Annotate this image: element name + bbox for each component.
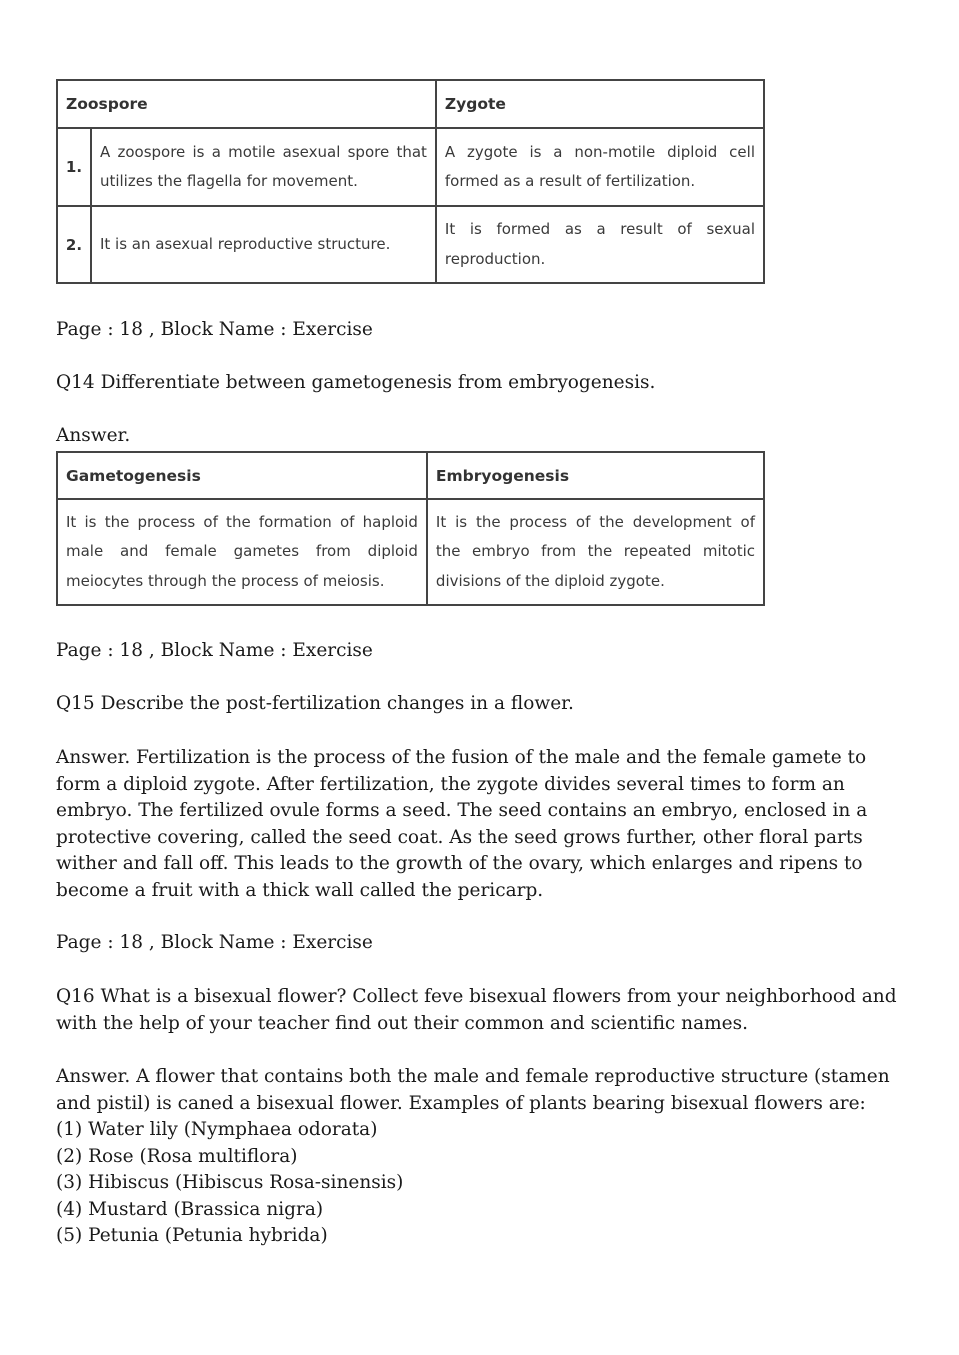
- list-item: (5) Petunia (Petunia hybrida): [56, 1225, 328, 1246]
- table-header-zoospore: Zoospore: [57, 80, 436, 128]
- row-number: 2.: [57, 206, 91, 283]
- table-row: [57, 499, 764, 605]
- answer-q15: Answer. Fertilization is the process of the fusion of the male and the female gamete to form a diploid zygote. After fertilization, the zygote divides several times to form an embryo. The fertilized ovule forms a seed. The seed contains an embryo, enclosed in a protective covering, called the seed coat. As the seed grows further, other floral parts wither and fall off. This leads to the growth of the ovary, which enlarges and ripens to become a fruit with a thick wall called the pericarp.: [56, 747, 868, 901]
- page-reference: Page : 18 , Block Name : Exercise: [56, 640, 373, 661]
- page-reference: Page : 18 , Block Name : Exercise: [56, 932, 373, 953]
- list-item: (4) Mustard (Brassica nigra): [56, 1198, 324, 1220]
- table-row: [57, 206, 764, 283]
- page-reference: Page : 18 , Block Name : Exercise: [56, 319, 373, 340]
- table-cell: A zoospore is a motile asexual spore that utilizes the flagella for movement.: [91, 128, 436, 206]
- table-cell: It is the process of the development of the embryo from the repeated mitotic divisions of the diploid zygote.: [427, 499, 764, 605]
- list-item: (3) Hibiscus (Hibiscus Rosa-sinensis): [56, 1172, 404, 1193]
- table-header-embryogenesis: Embryogenesis: [427, 452, 764, 499]
- table-header-row: [57, 452, 764, 499]
- gametogenesis-embryogenesis-table: [56, 451, 765, 606]
- answer-q16: [56, 1064, 906, 1250]
- row-number: 1.: [57, 128, 91, 206]
- zoospore-zygote-table: [56, 79, 765, 284]
- table-cell: It is the process of the formation of haploid male and female gametes from diploid meiocytes through the process of meiosis.: [57, 499, 427, 605]
- list-item: (2) Rose (Rosa multiflora): [56, 1145, 298, 1167]
- table-header-gametogenesis: Gametogenesis: [57, 452, 427, 499]
- table-cell: It is an asexual reproductive structure.: [91, 206, 436, 283]
- table-header-row: [57, 80, 764, 128]
- question-q16: Q16 What is a bisexual flower? Collect feve bisexual flowers from your neighborhood and with the help of your teacher find out their common and scientific names.: [56, 986, 897, 1034]
- answer-intro: Answer. A flower that contains both the male and female reproductive structure (stamen and pistil) is caned a bisexual flower. Examples of plants bearing bisexual flowers are:: [56, 1066, 890, 1114]
- question-q14: Q14 Differentiate between gametogenesis from embryogenesis.: [56, 372, 656, 393]
- answer-label: Answer.: [56, 425, 131, 446]
- table-cell: A zygote is a non-motile diploid cell formed as a result of fertilization.: [436, 128, 764, 206]
- question-q15: Q15 Describe the post-fertilization changes in a flower.: [56, 693, 574, 714]
- table-row: [57, 128, 764, 206]
- table-header-zygote: Zygote: [436, 80, 764, 128]
- table-cell: It is formed as a result of sexual reproduction.: [436, 206, 764, 283]
- list-item: (1) Water lily (Nymphaea odorata): [56, 1119, 378, 1140]
